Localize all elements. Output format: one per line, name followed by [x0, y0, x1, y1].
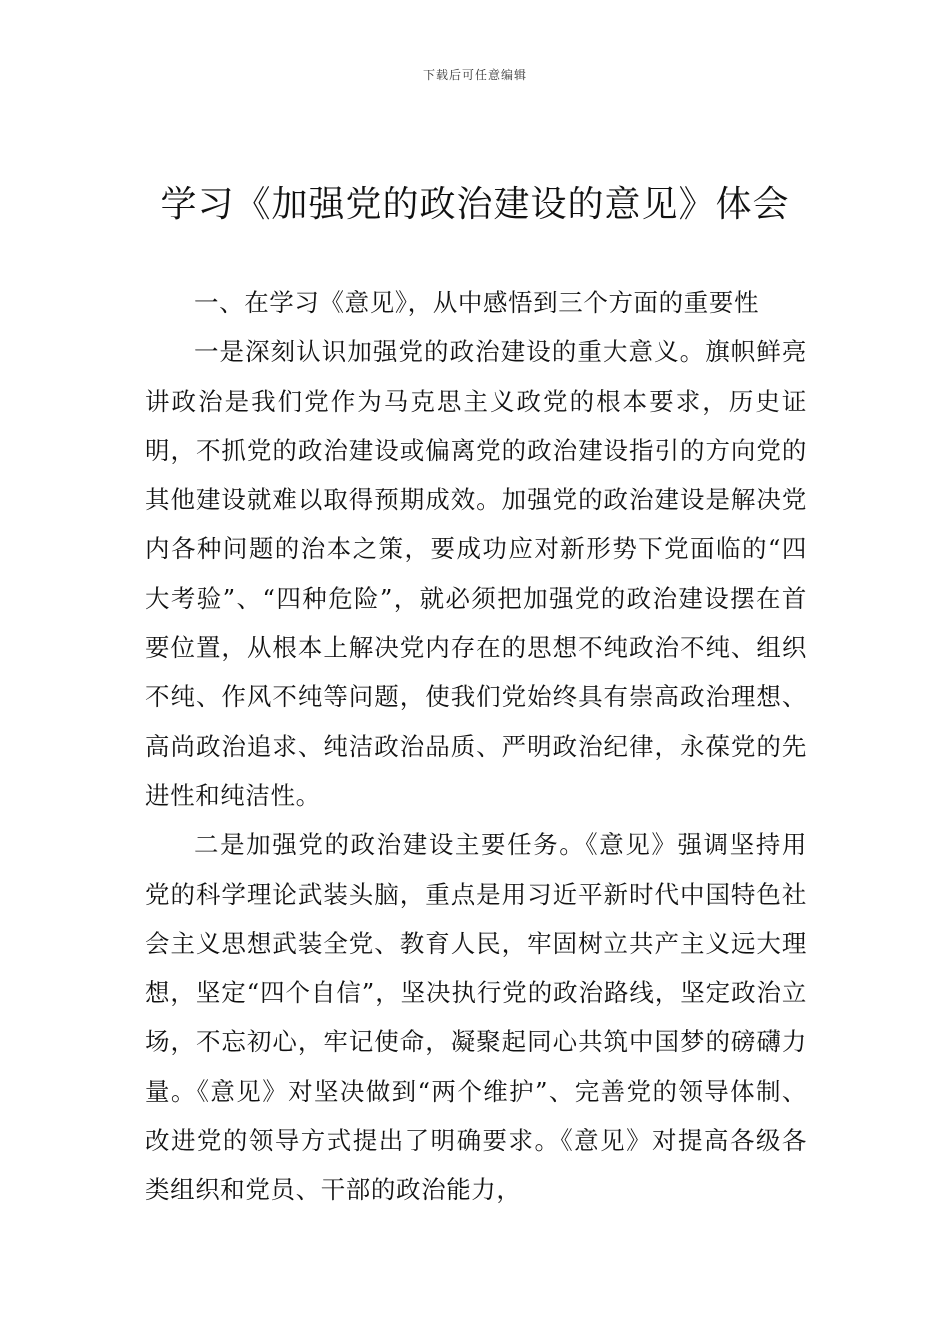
- document-title: 学习《加强党的政治建设的意见》体会: [160, 184, 790, 225]
- paragraph: 一是深刻认识加强党的政治建设的重大意义。旗帜鲜亮讲政治是我们党作为马克思主义政党的根本要求，历史证明，不抓党的政治建设或偏离党的政治建设指引的方向党的其他建设就难以取得预期成效。加强党的政治建设是解决党内各种问题的治本之策，要成功应对新形势下党面临的“四大考验”、“四种危险”，就必须把加强党的政治建设摆在首要位置，从根本上解决党内存在的思想不纯政治不纯、组织不纯、作风不纯等问题，使我们党始终具有崇高政治理想、高尚政治追求、纯洁政治品质、严明政治纪律，永葆党的先进性和纯洁性。: [145, 337, 807, 810]
- document-body: [145, 278, 807, 1215]
- header-note: 下载后可任意编辑: [422, 68, 527, 82]
- section-heading: 一、在学习《意见》，从中感悟到三个方面的重要性: [194, 288, 760, 317]
- paragraph: 二是加强党的政治建设主要任务。《意见》强调坚持用党的科学理论武装头脑，重点是用习近平新时代中国特色社会主义思想武装全党、教育人民，牢固树立共产主义远大理想，坚定“四个自信”，坚决执行党的政治路线，坚定政治立场，不忘初心，牢记使命，凝聚起同心共筑中国梦的磅礴力量。《意见》对坚决做到“两个维护”、完善党的领导体制、改进党的领导方式提出了明确要求。《意见》对提高各级各类组织和党员、干部的政治能力，: [145, 830, 807, 1205]
